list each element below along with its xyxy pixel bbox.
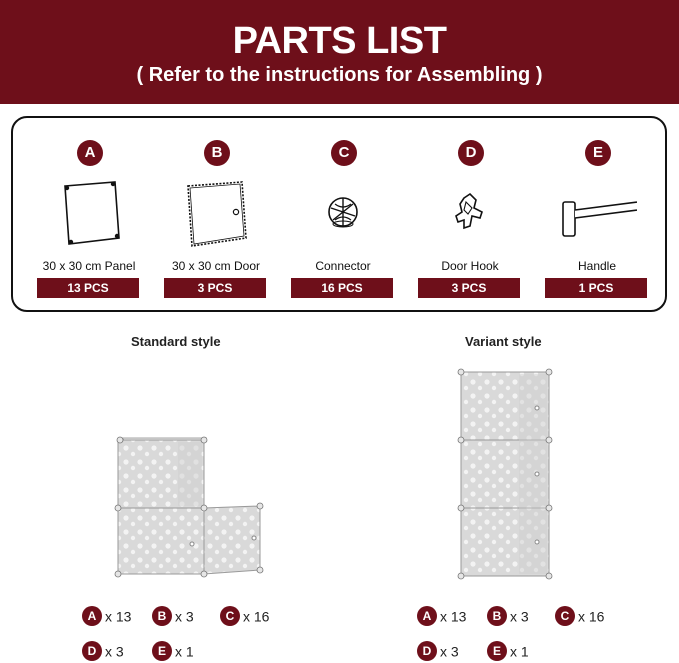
count-letter-badge: A [417,606,437,626]
page-subtitle: ( Refer to the instructions for Assembling ) [136,64,543,86]
count-letter-badge: D [417,641,437,661]
count-item [417,604,466,626]
part-name: 30 x 30 cm Door [171,259,261,273]
door-icon [176,178,256,250]
part-letter-badge: A [77,140,103,166]
door-hook-icon [430,178,510,250]
part-name: 30 x 30 cm Panel [42,259,136,273]
part-quantity: 16 PCS [291,278,393,298]
count-value: x 16 [243,608,270,625]
connector-icon [303,178,383,250]
handle-icon [557,178,637,250]
header-banner [0,0,679,104]
count-value: x 1 [510,643,529,660]
part-e [533,118,661,310]
part-letter-badge: D [458,140,484,166]
part-a [25,118,153,310]
panel-icon [49,178,129,250]
count-value: x 13 [105,608,132,625]
count-letter-badge: B [152,606,172,626]
count-item [487,604,529,626]
count-value: x 16 [578,608,605,625]
count-letter-badge: E [152,641,172,661]
count-item [152,639,194,661]
part-letter-badge: E [585,140,611,166]
part-letter-badge: B [204,140,230,166]
part-c [279,118,407,310]
variant-style-title: Variant style [465,334,542,349]
part-name: Door Hook [441,259,499,273]
count-letter-badge: C [220,606,240,626]
part-name: Handle [577,259,617,273]
part-d [406,118,534,310]
standard-style-cube-illustration [108,430,276,586]
count-letter-badge: C [555,606,575,626]
part-quantity: 3 PCS [164,278,266,298]
count-item [82,604,131,626]
variant-style-cube-illustration [455,364,555,584]
count-value: x 3 [510,608,529,625]
count-letter-badge: E [487,641,507,661]
count-letter-badge: B [487,606,507,626]
count-item [487,639,529,661]
count-letter-badge: A [82,606,102,626]
count-item [152,604,194,626]
page-title: PARTS LIST [232,20,447,62]
part-quantity: 3 PCS [418,278,520,298]
count-value: x 13 [440,608,467,625]
part-b [152,118,280,310]
count-value: x 1 [175,643,194,660]
count-letter-badge: D [82,641,102,661]
parts-list-box [11,116,667,312]
part-name: Connector [315,259,371,273]
count-value: x 3 [105,643,124,660]
standard-style-title: Standard style [131,334,221,349]
part-quantity: 13 PCS [37,278,139,298]
count-value: x 3 [440,643,459,660]
count-value: x 3 [175,608,194,625]
part-letter-badge: C [331,140,357,166]
count-item [220,604,269,626]
count-item [555,604,604,626]
count-item [417,639,459,661]
part-quantity: 1 PCS [545,278,647,298]
count-item [82,639,124,661]
